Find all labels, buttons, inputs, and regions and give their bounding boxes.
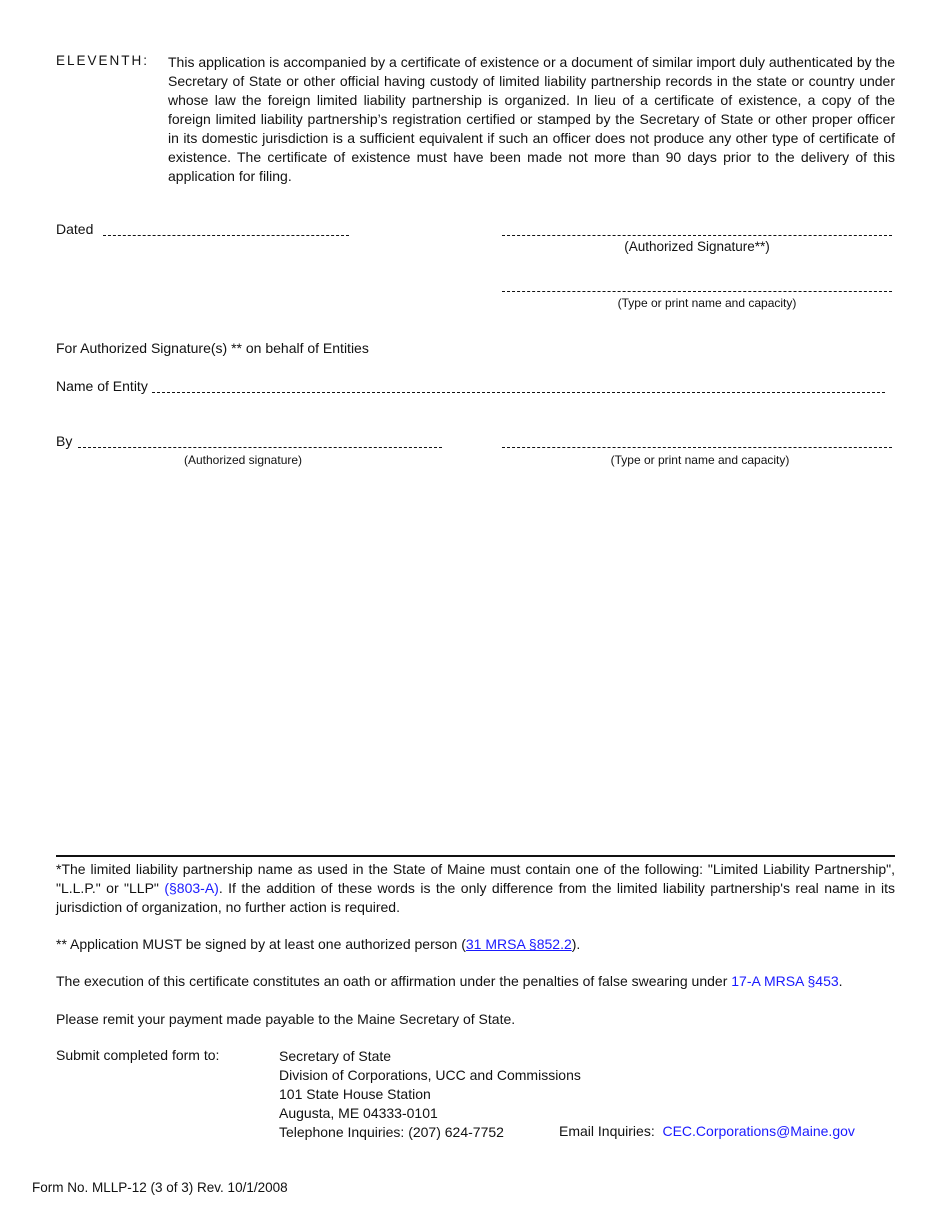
print-name-capacity-caption: (Type or print name and capacity) [617, 296, 797, 310]
email-inquiries [559, 1123, 855, 1139]
link-803a[interactable]: (§803-A) [164, 880, 219, 896]
entity-print-name-field[interactable] [502, 447, 892, 448]
telephone-inquiries: Telephone Inquiries: (207) 624-7752 [279, 1124, 504, 1140]
section-divider [56, 855, 895, 857]
link-17a-mrsa[interactable]: 17-A MRSA §453 [731, 973, 839, 989]
address-line-3: 101 State House Station [279, 1086, 431, 1102]
address-line-2: Division of Corporations, UCC and Commissions [279, 1067, 581, 1083]
footnote-llp-text-cont: . If the addition of these words is the only difference from the limited liability partnership's real name in its jurisdiction of organization, no further action is required. [56, 880, 896, 915]
dated-label: Dated [56, 221, 94, 237]
eleventh-paragraph: This application is accompanied by a certificate of existence or a document of similar import duly authenticated by the Secretary of State or other official having custody of limited liability partnership records in the state or country under whose law the foreign limited liability partnership is organized. In lieu of a certificate of existence, a copy of the foreign limited liability partnership’s registration certified or stamped by the Secretary of State or other proper officer in its domestic jurisdiction is a sufficient equivalent if such an officer does not produce any other type of certificate of existence. The certificate of existence must have been made not more than 90 days prior to the delivery of this application for filing. [168, 54, 895, 184]
eleventh-label: ELEVENTH: [56, 53, 150, 68]
email-label: Email Inquiries: [559, 1123, 655, 1139]
footnote-oath-text: The execution of this certificate constitutes an oath or affirmation under the penalties of false swearing under [56, 973, 732, 989]
payment-note: Please remit your payment made payable to the Maine Secretary of State. [56, 1011, 516, 1027]
address-line-1: Secretary of State [279, 1048, 392, 1064]
entity-print-name-caption: (Type or print name and capacity) [610, 453, 790, 467]
by-signature-field[interactable] [78, 447, 442, 448]
entity-name-field[interactable] [152, 392, 885, 393]
by-label: By [56, 433, 73, 449]
email-link[interactable]: CEC.Corporations@Maine.gov [662, 1123, 855, 1139]
footnote-signature [56, 935, 895, 954]
mailing-address [279, 1047, 581, 1142]
link-31-mrsa[interactable]: 31 MRSA §852.2 [465, 936, 572, 952]
address-line-4: Augusta, ME 04333-0101 [279, 1105, 438, 1121]
print-name-capacity-field[interactable] [502, 291, 892, 292]
footnote-signature-end: ). [571, 936, 581, 952]
footnote-llp-text: *The limited liability partnership name as used in the State of Maine must contain one of the following: "Limited Liability Partnership", "L.L.P." or "LLP" [56, 861, 895, 896]
dated-field[interactable] [103, 235, 349, 236]
form-number: Form No. MLLP-12 (3 of 3) Rev. 10/1/2008 [32, 1180, 288, 1195]
footnote-oath-end: . [838, 973, 843, 989]
footnote-signature-text: ** Application MUST be signed by at least one authorized person ( [56, 936, 466, 952]
by-signature-caption: (Authorized signature) [183, 453, 303, 467]
authorized-signature-field[interactable] [502, 235, 892, 236]
submit-label: Submit completed form to: [56, 1047, 220, 1063]
entity-heading: For Authorized Signature(s) ** on behalf of Entities [56, 340, 369, 356]
footnote-llp-name [56, 860, 895, 917]
entity-name-label: Name of Entity [56, 378, 148, 394]
footnote-oath [56, 972, 895, 991]
authorized-signature-caption: (Authorized Signature**) [624, 239, 770, 254]
